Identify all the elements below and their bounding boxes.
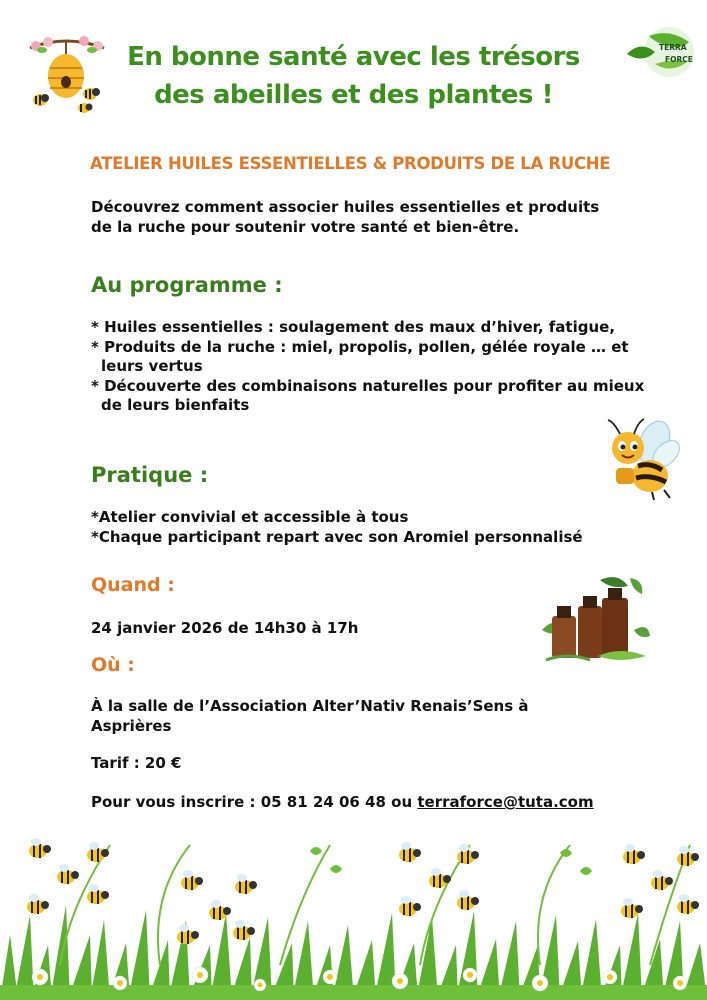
title-line-2: des abeilles et des plantes ! [154,80,553,110]
pratique-line-1: *Atelier convivial et accessible à tous [91,508,409,526]
list-item: de leurs bienfaits [101,396,250,414]
registration-line [91,793,594,813]
ou-heading: Où : [91,654,135,676]
list-item: * Découverte des combinaisons naturelles pour profiter au mieux [91,376,645,395]
list-item: leurs vertus [101,357,203,375]
meadow-with-bees-illustration [0,825,707,1000]
price: Tarif : 20 € [91,754,182,772]
pratique-line-2: *Chaque participant repart avec son Aromiel personnalisé [91,527,583,546]
programme-list [91,318,644,416]
workshop-subtitle: ATELIER HUILES ESSENTIELLES & PRODUITS DE LA RUCHE [90,154,611,173]
event-date: 24 janvier 2026 de 14h30 à 17h [91,619,359,637]
intro-line-1: Découvrez comment associer huiles essentielles et produits [91,198,600,216]
essential-oil-bottles-illustration [538,572,650,668]
page-title [110,38,597,114]
list-item: * Huiles essentielles : soulagement des maux d’hiver, fatigue, [91,318,616,336]
registration-phone: Pour vous inscrire : 05 81 24 06 48 ou [91,793,418,811]
programme-heading: Au programme : [91,273,283,297]
intro-line-2: de la ruche pour soutenir votre santé et bien-être. [91,217,520,236]
email-link[interactable]: terraforce@tuta.com [417,793,594,811]
quand-heading: Quand : [91,574,175,596]
logo-text-force: FORCE [665,55,693,64]
location-address [91,697,529,736]
intro-paragraph [91,198,599,237]
list-item: * Produits de la ruche : miel, propolis, pollen, gélée royale … et [91,337,629,356]
pratique-details [91,508,583,547]
beehive-illustration [26,36,108,116]
location-line-2: Asprières [91,716,172,735]
terra-force-logo [625,24,695,80]
logo-text-terra: TERRA [659,43,687,52]
bee-with-honey-illustration [598,414,680,502]
location-line-1: À la salle de l’Association Alter’Nativ Renais’Sens à [91,697,529,715]
title-line-1: En bonne santé avec les trésors [127,42,580,72]
pratique-heading: Pratique : [91,463,209,487]
